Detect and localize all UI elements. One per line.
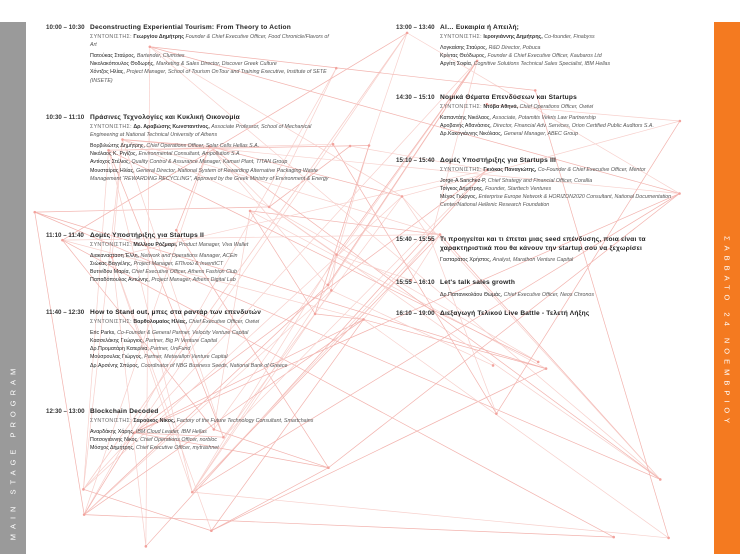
session-time: 11:10 – 11:40 (46, 232, 84, 239)
session-time: 16:10 – 19:00 (396, 310, 435, 317)
network-line (122, 140, 223, 438)
session-time: 15:55 – 16:10 (396, 279, 435, 286)
speaker-role: General Manager, ABEC Group (503, 131, 579, 138)
network-node (534, 89, 537, 92)
coordinator-role: Chief Executive Officer, Owiwi (188, 318, 260, 325)
speaker-row (90, 150, 336, 158)
speaker-name: Μέγος Γιώργος, (440, 194, 478, 201)
speaker-role: Co-Founder & General Partner, Velocity Venture Capital (117, 329, 249, 336)
speaker-name: Jorge-A Sanchez-P, (440, 177, 487, 184)
speaker-name: Κασσελάκης Γεώργιος, (90, 337, 144, 344)
speaker-role: Chief Strategy and Financial Officer, Corallia (487, 177, 593, 184)
speaker-role: Partner, Big Pi Venture Capital (145, 337, 218, 344)
session-title: Deconstructing Experiential Tourism: From Theory to Action (90, 24, 292, 31)
network-node (545, 367, 548, 370)
speaker-role: Chief Operations Officer, Solar Cells Hellas S.A. (146, 142, 260, 149)
speaker-row (90, 68, 336, 84)
network-node (268, 206, 271, 209)
coordinator-role: Factory of the Future Technology Consultant, Smartchains (176, 417, 314, 424)
speaker-row (440, 193, 692, 209)
coordinator-label: ΣΥΝΤΟΝΙΣΤΗΣ: (440, 33, 482, 40)
speaker-name: Μουσταίρας Ηλίας, (90, 167, 135, 174)
speaker-row (90, 276, 336, 284)
speaker-role: Project Manager, ΕΠΙνοώ & InventICT (133, 260, 224, 267)
network-node (330, 289, 333, 292)
speaker-role: Chief Executive Officer, Neos Chronos (503, 291, 595, 298)
speaker-name: Βορβιλιώτης Δημήτρης, (90, 142, 145, 149)
speaker-name: Αντίοχος Στέλιος, (90, 159, 131, 166)
coordinator-name: Γκιόκας Παναγιώτης, (483, 166, 537, 173)
speaker-role: Environmental Consultant, Ampollution S.A (138, 151, 240, 158)
coordinator-name: Σαρούκος Νίκος, (133, 417, 176, 424)
coordinator-name: Δρ. Αραβώσης Κωνσταντίνος, (133, 123, 210, 130)
speaker-name: Καπαντάης Νικόλαος, (440, 114, 491, 121)
speaker-row (440, 60, 692, 68)
coordinator-label: ΣΥΝΤΟΝΙΣΤΗΣ: (90, 318, 132, 325)
coordinator-role: Co-Founder & Chief Executive Officer, Mentor (537, 166, 646, 173)
speaker-row (440, 44, 692, 52)
session-body (440, 236, 692, 264)
speaker-row (90, 428, 336, 436)
network-node (401, 195, 404, 198)
speaker-name: Πατούκας Σταύρος, (90, 52, 136, 59)
session-title: Τι προηγείται και τι έπεται μιας seed επένδυσης, ποια είναι τα χαρακτηριστικά που θα κάνουν την startup σου να ξεχωρίσει (440, 236, 646, 252)
speaker-name: Αροβανής Αθανάσιος, (440, 122, 492, 129)
session-coordinator (440, 103, 692, 111)
coordinator-label: ΣΥΝΤΟΝΙΣΤΗΣ: (90, 417, 132, 424)
speaker-name: Χόντζος Ηλίας, (90, 69, 125, 76)
coordinator-name: Μέλλιου Ρόζμαρι, (133, 241, 178, 248)
speaker-role: Analyst, Marathon Venture Capital (492, 257, 574, 263)
speaker-row (90, 167, 336, 183)
network-node (210, 529, 213, 532)
speaker-role: Cognitive Solutions Technical Sales Specialist, IBM Hellas (473, 61, 611, 68)
network-node (349, 145, 352, 148)
network-line (112, 257, 211, 531)
speaker-role: Quality Control & Assurance Manager, Kamari Plant, TITAN Group (131, 159, 288, 166)
coordinator-role: Co-founder, Finabyss (544, 33, 595, 40)
session-title: Διεξαγωγή Τελικού Live Battle - Τελετή Λήξης (440, 310, 590, 317)
speaker-role: Director, Financial Adv. Services, Orion Certified Public Auditors S.A. (493, 122, 654, 129)
coordinator-name: Ιεροιγιάννης Δημήτρης, (483, 33, 543, 40)
session-body (440, 24, 692, 68)
speaker-role: Associate, Potamitis Vekris Law Partnership (492, 114, 596, 121)
speaker-row (440, 130, 692, 138)
speaker-role: Bartender, Clumsies (136, 52, 185, 59)
network-node (495, 412, 498, 415)
speaker-role: Partner, UniFund (150, 346, 191, 353)
speaker-name: Βυτινίδου Μαρία, (90, 269, 130, 276)
session-coordinator (90, 33, 336, 49)
coordinator-name: Ντόβα Αθηνά, (483, 103, 519, 110)
session-body (440, 310, 692, 319)
session-title: Νομικά Θέματα Επενδύσεων και Startups (440, 94, 577, 101)
speaker-name: Δρ.Αρσένης Σπύρος, (90, 362, 140, 369)
network-line (440, 235, 660, 480)
speaker-name: Νικόλαος Κ. Ριγίζος, (90, 151, 137, 158)
session-body (440, 94, 692, 138)
speaker-name: Δρ.Κακογιάννης Νικόλαος, (440, 131, 503, 138)
speaker-name: Γασταράτος Χρήστος, (440, 257, 492, 263)
network-node (82, 488, 85, 491)
speaker-row (90, 260, 336, 268)
session-time: 10:30 – 11:10 (46, 114, 85, 121)
session-time: 12:30 – 13:00 (46, 408, 85, 415)
session-title: Let's talk sales growth (440, 279, 516, 286)
speaker-role: Chief Executive Officer, Athens Fashion Club (131, 269, 237, 276)
coordinator-label: ΣΥΝΤΟΝΙΣΤΗΣ: (440, 166, 482, 173)
session-body (90, 24, 336, 85)
speaker-role: Chief Executive Officer, mytrashnet (136, 445, 219, 452)
speaker-name: Τσίγκος Δημήτρης, (440, 185, 484, 192)
speaker-name: Δρ.Προματάρη Κατερίνα, (90, 346, 149, 353)
coordinator-label: ΣΥΝΤΟΝΙΣΤΗΣ: (440, 103, 482, 110)
speaker-row (440, 177, 692, 185)
speaker-role: Marketing & Sales Director, Discover Greek Culture (156, 61, 277, 68)
session-title: Blockchain Decoded (90, 408, 159, 415)
session-coordinator (90, 417, 336, 425)
network-line (211, 468, 328, 531)
speaker-role: Founder & Chief Executive Officer, Kaubaros Ltd (487, 52, 602, 59)
speaker-role: R&D Director, Pobuca (488, 44, 541, 51)
speaker-name: Παπαδόπουλος Αντώνης, (90, 277, 150, 284)
speaker-row (90, 337, 336, 345)
session-body (440, 279, 692, 299)
speaker-role: Coordinator of NBG Business Seeds, National Bank of Greece (140, 362, 288, 369)
network-line (35, 207, 269, 212)
speaker-row (440, 52, 692, 60)
session-title: How to Stand out, μπες στα ραντάρ των επενδυτών (90, 309, 262, 316)
network-node (659, 478, 662, 481)
network-line (192, 492, 668, 538)
session-coordinator (90, 241, 336, 249)
session-time: 13:00 – 13:40 (396, 24, 435, 31)
network-node (368, 144, 371, 147)
speaker-name: Δρ.Παπανικολάου Θωμάς, (440, 291, 503, 298)
coordinator-label: ΣΥΝΤΟΝΙΣΤΗΣ: (90, 123, 132, 130)
coordinator-name: Βαρθολομαίος Ηλίας, (133, 318, 188, 325)
coordinator-label: ΣΥΝΤΟΝΙΣΤΗΣ: (90, 241, 132, 248)
speaker-name: Eric Parks, (90, 329, 116, 336)
speaker-row (440, 256, 692, 264)
speaker-name: Μούσρουλας Γιώργος, (90, 354, 143, 361)
session-time: 14:30 – 15:10 (396, 94, 435, 101)
left-side-bar (0, 22, 26, 554)
session-title: Πράσινες Τεχνολογίες και Κυκλική Οικονομία (90, 114, 240, 121)
session-coordinator (90, 123, 336, 139)
speaker-row (90, 268, 336, 276)
session-time: 15:10 – 15:40 (396, 157, 435, 164)
network-line (363, 319, 546, 368)
speaker-name: Διακανασταση Έλλη, (90, 252, 140, 259)
network-node (406, 32, 409, 35)
speaker-row (90, 142, 336, 150)
speaker-role: Network and Operations Manager, ACEin (140, 252, 238, 259)
session-body (440, 157, 692, 210)
coordinator-label: ΣΥΝΤΟΝΙΣΤΗΣ: (90, 33, 132, 40)
coordinator-role: Chief Operations Officer, Owiwi (519, 103, 594, 110)
network-line (328, 194, 679, 468)
speaker-row (440, 114, 692, 122)
network-line (112, 257, 192, 492)
speaker-role: Founder, Starttech Ventures (485, 185, 552, 192)
main-stage-program-label: MAIN STAGE PROGRAM (8, 363, 18, 541)
date-label: ΣΑΒΒΑΤΟ 24 ΝΟΕΜΒΡΙΟΥ (722, 235, 732, 429)
session-coordinator (90, 318, 336, 326)
speaker-name: Ποτσογιάννης Νίκος, (90, 436, 139, 443)
speaker-row (440, 291, 692, 299)
speaker-row (440, 122, 692, 130)
coordinator-role: Product Manager, Viva Wallet (178, 241, 249, 248)
speaker-name: Λογκαίσης Σταύρος, (440, 44, 488, 51)
network-line (35, 212, 84, 514)
session-coordinator (440, 166, 692, 174)
session-time: 15:40 – 15:55 (396, 236, 435, 243)
speaker-row (90, 60, 336, 68)
session-title: Δομές Υποστήριξης για Startups II (90, 232, 205, 239)
coordinator-role: Associate Professor, School of Mechanical Engineering at National Technical University of Athens (90, 123, 312, 138)
session-body (90, 232, 336, 285)
speaker-role: Project Manager, Athens Digital Lab (151, 277, 236, 284)
speaker-row (90, 362, 336, 370)
network-node (83, 513, 86, 516)
network-node (612, 536, 615, 539)
network-node (33, 211, 36, 214)
speaker-row (90, 52, 336, 60)
session-time: 11:40 – 12:30 (46, 309, 85, 316)
speaker-name: Κρίντας Θεόδωρος, (440, 52, 486, 59)
speaker-row (440, 185, 692, 193)
network-node (145, 545, 148, 548)
coordinator-role: Founder & Chief Executive Officer, Food Chronicle/Flavors of Art (90, 33, 329, 48)
network-node (61, 239, 64, 242)
network-line (109, 150, 224, 437)
network-node (537, 361, 540, 364)
speaker-row (90, 158, 336, 166)
network-line (402, 196, 431, 239)
network-line (84, 515, 614, 537)
network-line (369, 33, 407, 146)
speaker-row (90, 252, 336, 260)
coordinator-name: Γεωργίου Δημήτρης (133, 33, 184, 40)
speaker-name: Νικολακόπουλος Θοδωρής, (90, 61, 155, 68)
speaker-role: IBM Cloud Leader, IBM Hellas (135, 428, 207, 435)
network-node (362, 318, 365, 321)
speaker-name: Μόσχος Δημήτρης, (90, 445, 135, 452)
network-node (667, 537, 670, 540)
speaker-row (90, 444, 336, 452)
session-time: 10:00 – 10:30 (46, 24, 85, 31)
session-body (90, 309, 336, 370)
network-node (249, 210, 252, 213)
session-title: Δομές Υποστήριξης για Startups III (440, 157, 557, 164)
speaker-row (90, 329, 336, 337)
speaker-row (90, 345, 336, 353)
session-body (90, 114, 336, 183)
speaker-name: Σιώκας Βαγγέλης, (90, 260, 133, 267)
network-node (492, 364, 495, 367)
session-coordinator (440, 33, 692, 41)
network-node (191, 491, 194, 494)
speaker-role: Partner, Metavallon Venture Capital (144, 354, 228, 361)
speaker-row (90, 436, 336, 444)
network-line (223, 170, 486, 437)
session-title: AI… Ευκαιρία ή Απειλή; (440, 24, 520, 31)
speaker-name: Αργίτη Σοφία, (440, 61, 473, 68)
network-line (431, 61, 477, 239)
speaker-row (90, 353, 336, 361)
speaker-role: Chief Operations Officer, norbloc (140, 436, 217, 443)
speaker-role: Project Manager, School of Tourism OnTour and Training Executive, Institute of SETE (INSETE) (90, 69, 327, 84)
session-body (90, 408, 336, 452)
network-line (112, 257, 146, 546)
speaker-role: Enterprise Europe Network & HORIZON2020 Consultant, National Documentation Center/National Hellenic Research Foundation (440, 194, 672, 209)
speaker-name: Αναρδάκης Χάρης, (90, 428, 135, 435)
network-node (327, 466, 330, 469)
speaker-role: General Director, National System of Rewarding Alternative Packaging Waste Management “REWARDING RECYCLING”, Approved by the Greek Ministry of Environment & Energy (90, 167, 329, 182)
right-side-bar (714, 22, 740, 554)
